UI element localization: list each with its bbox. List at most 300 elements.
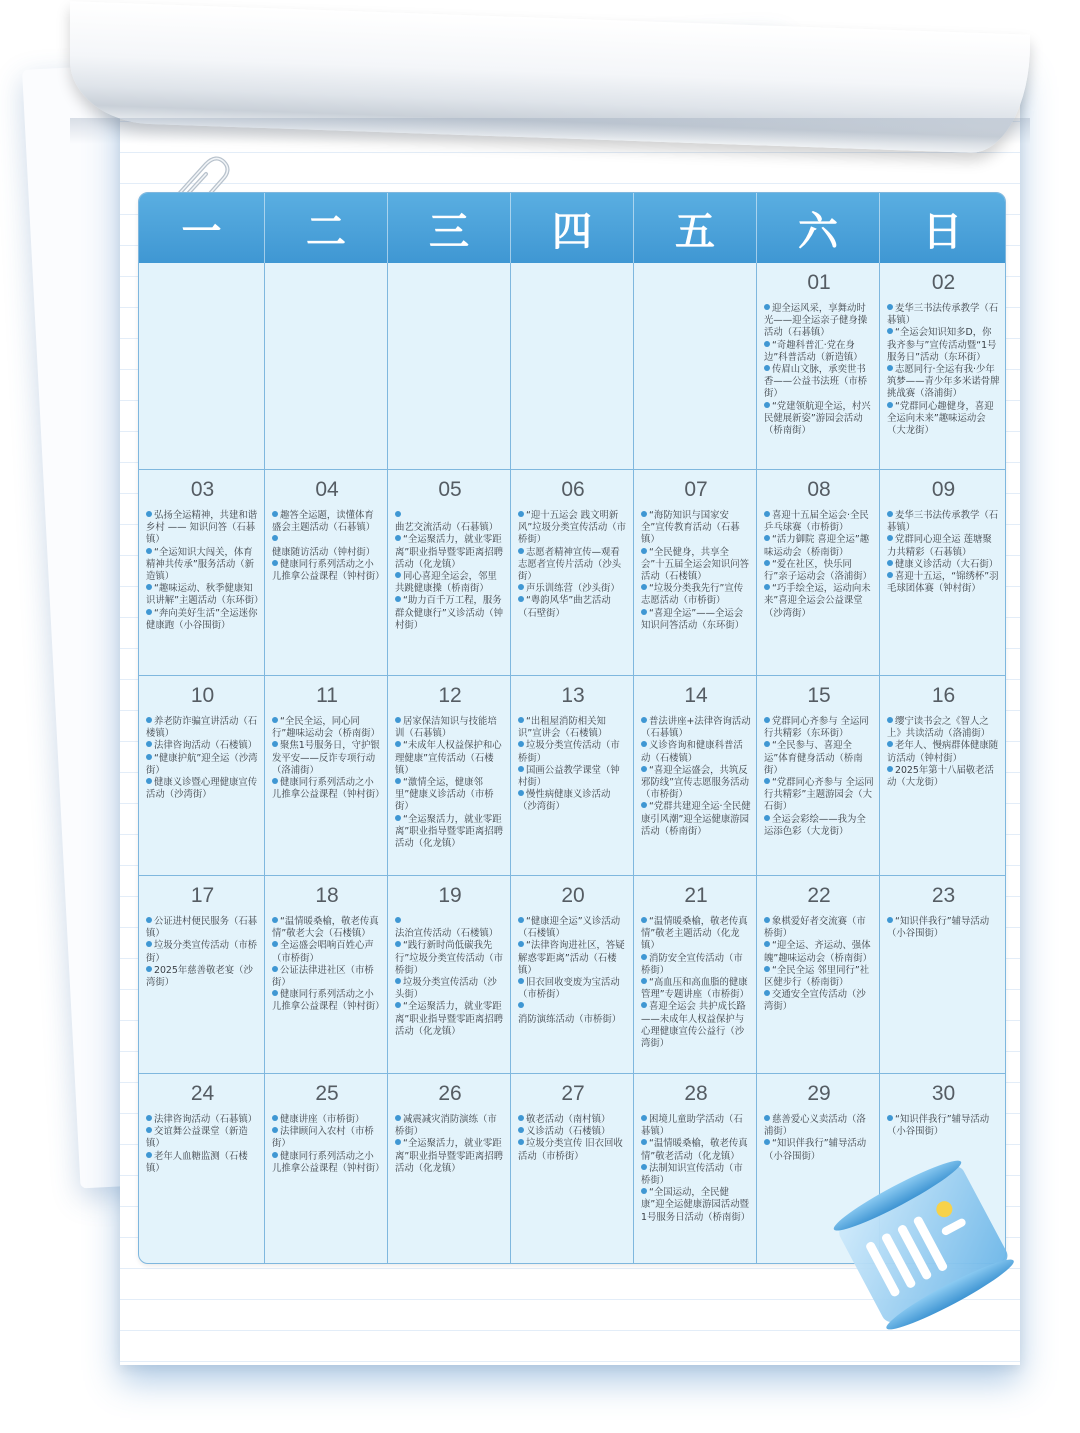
day-number: 14 [684,684,708,707]
day-cell [757,676,880,876]
event-text: 喜迎十五届全运会·全民乒乓球赛（市桥街） [764,510,869,534]
event-item [518,940,628,977]
event-item [395,1138,505,1175]
bullet-dot-icon [764,402,770,408]
event-text: 麦华三书法传承教学（石碁镇） [887,510,999,534]
event-item [146,777,259,801]
event-text: 麦华三书法传承教学（石碁镇） [887,303,999,327]
bullet-dot-icon [887,717,893,723]
empty-day-cell [265,263,388,470]
day-number: 13 [561,684,585,707]
event-text: “全运聚活力，就业零距离”职业指导暨零距离招聘活动（化龙镇） [395,813,503,850]
weekday-tue: 二 [265,193,388,263]
event-list [518,716,628,814]
day-number: 27 [561,1082,585,1105]
day-cell [880,676,1005,876]
event-item [272,716,382,740]
day-cell [388,676,511,876]
day-number: 07 [684,478,708,501]
weekday-sat: 六 [757,193,880,263]
day-number: 15 [807,684,831,707]
event-text: “健康迎全运”义诊活动（石楼镇） [518,916,621,940]
day-cell [265,1074,388,1263]
bullet-dot-icon [641,917,647,923]
bullet-dot-icon [641,1164,647,1170]
event-text: “知识伴我行”辅导活动（小谷围街） [887,1114,990,1138]
event-text: “践行新时尚低碳我先行”垃圾分类宣传活动（市桥街） [395,940,503,976]
event-item [641,765,751,802]
event-item [146,916,259,940]
event-item [641,1163,751,1187]
event-list [764,510,874,620]
event-item [764,364,874,401]
bullet-dot-icon [395,815,401,821]
bullet-dot-icon [518,1115,524,1121]
event-text: 老年人、慢病群体健康随访活动（钟村街） [887,740,999,764]
event-item [395,595,505,632]
event-item [887,716,1000,740]
event-item [764,303,874,340]
day-cell [757,876,880,1074]
event-item [518,716,628,740]
event-text: 喜迎全运会 共护成长路——未成年人权益保护与心理健康宣传公益行（沙湾街） [641,1001,746,1050]
event-text: 同心喜迎全运会，邻里共跳健康操（桥南街） [395,571,497,595]
day-number: 04 [315,478,339,501]
bullet-dot-icon [518,596,524,602]
day-number: 18 [315,884,339,907]
event-text: 敬老活动（南村镇） [526,1114,611,1125]
bullet-dot-icon [887,328,893,334]
event-item [146,1151,259,1175]
event-text: “全民全运 邻里同行”社区健步行（桥南街） [764,964,870,989]
event-text: 聚焦1号服务日，守护银发平安——反诈专项行动（洛浦街） [272,740,380,776]
weekday-fri: 五 [634,193,757,263]
event-text: 2025年慈善敬老宴（沙湾街） [146,964,253,989]
day-number: 02 [931,271,956,294]
bullet-dot-icon [764,1139,770,1145]
event-item [764,716,874,740]
bullet-dot-icon [641,802,647,808]
bullet-dot-icon [518,790,524,796]
event-list [764,1114,874,1163]
day-cell [511,470,634,676]
bullet-dot-icon [641,717,647,723]
event-item [518,789,628,813]
event-text: “激情全运，健康邻里”健康义诊活动（市桥街） [395,777,494,813]
event-text: “活力御院 喜迎全运”趣味运动会（桥南街） [764,534,870,558]
event-item [641,801,751,838]
event-text: 健康同行系列活动之小儿推拿公益课程（钟村街） [272,558,385,583]
event-item [887,571,1000,595]
event-item [518,1001,628,1025]
event-item [146,965,259,989]
bullet-dot-icon [887,511,893,517]
event-item [395,510,505,534]
event-text: “全民健身，共享全会”十五届全运会知识问答活动（石楼镇） [641,546,749,583]
empty-day-cell [388,263,511,470]
bullet-dot-icon [146,609,152,615]
day-number: 20 [561,884,585,907]
bullet-dot-icon [272,941,278,947]
event-text: 喜迎十五运，“锦绣杯”羽毛球团体赛（钟村街） [887,571,999,595]
event-text: “助力百千万工程，服务群众健康行”义诊活动（钟村街） [395,595,503,631]
event-item [395,534,505,571]
event-item [887,401,1000,438]
event-item [641,510,751,547]
bullet-dot-icon [764,917,770,923]
bullet-dot-icon [764,584,770,590]
bullet-dot-icon [146,511,152,517]
day-number: 01 [807,271,831,294]
event-item [272,740,382,777]
event-item [146,608,259,632]
event-list [395,510,505,632]
event-item [395,740,505,777]
bullet-dot-icon [272,778,278,784]
event-text: 健康义诊活动（大石街） [895,558,999,570]
event-item [764,1114,874,1138]
day-cell [634,1074,757,1263]
event-item [641,1001,751,1050]
event-list [887,510,1000,595]
event-text: 志愿同行·全运有我·少年筑梦——青少年多米诺骨牌挑战赛（洛浦街） [887,364,1000,400]
event-text: 垃圾分类宣传活动（市桥街） [518,740,620,764]
event-text: 法治宣传活动（石楼镇） [395,928,499,940]
event-text: 老年人血糖监测（石楼镇） [146,1150,248,1174]
event-text: “党群同心趣健身，喜迎全运向未来”趣味运动会（大龙街） [887,400,994,437]
weekday-wed: 三 [388,193,511,263]
event-text: 养老防诈骗宣讲活动（石楼镇） [146,716,258,740]
event-item [641,608,751,632]
event-text: 法制知识宣传活动（市桥街） [641,1162,743,1187]
bullet-dot-icon [764,966,770,972]
calendar [138,192,1006,1264]
event-text: 健康同行系列活动之小儿推拿公益课程（钟村街） [272,989,385,1013]
bullet-dot-icon [641,584,647,590]
event-item [518,916,628,940]
day-number: 19 [438,884,462,907]
event-list [764,303,874,437]
day-cell [757,263,880,470]
bullet-dot-icon [887,304,893,310]
event-text: 居家保洁知识与技能培训（石碁镇） [395,716,497,740]
bullet-dot-icon [887,365,893,371]
event-text: “全国运动，全民健康”迎全运健康游园活动暨1号服务日活动（桥南街） [641,1187,751,1223]
bullet-dot-icon [887,1115,893,1121]
day-cell [880,876,1005,1074]
day-number: 06 [561,478,585,501]
event-list [395,1114,505,1175]
event-item [641,716,751,740]
bullet-dot-icon [518,584,524,590]
bullet-dot-icon [887,402,893,408]
day-number: 08 [807,478,831,501]
event-item [146,510,259,547]
event-text: 志愿者精神宣传—观看志愿者宣传片活动（沙头街） [518,546,622,583]
day-number: 21 [684,884,708,907]
day-cell [139,876,265,1074]
bullet-dot-icon [764,511,770,517]
event-list [272,1114,385,1175]
event-list [887,916,1000,940]
event-item [887,916,1000,940]
day-number: 30 [931,1082,956,1105]
event-list [395,916,505,1038]
bullet-dot-icon [641,511,647,517]
day-cell [634,470,757,676]
event-item [887,364,1000,401]
event-list [395,716,505,850]
event-text: 义诊咨询和健康科普活动（石楼镇） [641,740,743,764]
bullet-dot-icon [272,717,278,723]
bullet-dot-icon [641,978,647,984]
event-text: “党建领航迎全运，村兴民健展新姿”游园会活动（桥南街） [764,400,871,437]
event-item [764,777,874,814]
day-cell [511,876,634,1074]
day-number: 24 [190,1082,215,1105]
bullet-dot-icon [518,1139,524,1145]
event-item [518,1126,628,1138]
event-list [518,1114,628,1163]
event-list [146,716,259,801]
event-item [395,940,505,977]
event-text: “全运会知识知多D，你我齐参与”宣传活动暨“1号服务日”活动（东环街） [887,327,997,363]
event-list [764,716,874,838]
event-text: “知识伴我行”辅导活动（小谷围街） [887,916,990,940]
event-text: “全运聚活力，就业零距离”职业指导暨零距离招聘活动（化龙镇） [395,1138,503,1174]
event-list [641,1114,751,1224]
day-number: 03 [190,478,215,501]
day-number: 09 [931,478,956,501]
event-text: 声乐训练营（沙头街） [526,583,620,595]
event-item [641,953,751,977]
event-item [887,534,1000,558]
event-text: “党群共建迎全运·全民健康引风潮”迎全运健康游园活动（桥南街） [641,801,751,837]
bullet-dot-icon [395,535,401,541]
event-item [146,716,259,740]
bullet-dot-icon [395,741,401,747]
weekday-mon: 一 [139,193,265,263]
bullet-dot-icon [146,548,152,554]
event-item [272,989,385,1013]
event-item [518,1114,628,1126]
bullet-dot-icon [395,941,401,947]
bullet-dot-icon [518,917,524,923]
bullet-dot-icon [887,741,893,747]
bullet-dot-icon [764,304,770,310]
event-item [272,916,382,940]
event-item [518,765,628,789]
bullet-dot-icon [887,560,893,566]
bullet-dot-icon [146,778,152,784]
event-item [518,595,628,619]
empty-day-cell [511,263,634,470]
event-item [518,977,628,1001]
day-cell [634,676,757,876]
event-item [641,1187,751,1224]
event-text: 法律顾问入农村（市桥街） [272,1126,374,1150]
page-curl-shadow [70,118,1030,144]
bullet-dot-icon [641,954,647,960]
event-item [395,814,505,851]
event-text: 曲艺交流活动（石碁镇） [395,522,499,534]
event-list [272,510,385,583]
bullet-dot-icon [146,584,152,590]
event-text: “全运聚活力，就业零距离”职业指导暨零距离招聘活动（化龙镇） [395,534,503,570]
bullet-dot-icon [518,766,524,772]
bullet-dot-icon [146,1152,152,1158]
bullet-dot-icon [764,717,770,723]
bullet-dot-icon [518,1002,524,1008]
event-text: 缨宁读书会之《智人之上》共读活动（洛浦街） [887,716,991,740]
event-item [146,740,259,752]
event-item [641,740,751,764]
bullet-dot-icon [272,535,278,541]
event-text: “法律咨询进社区，答疑解惑零距离”活动（石楼镇） [518,940,625,976]
event-item [764,814,874,838]
day-cell [757,470,880,676]
day-number: 10 [190,684,215,707]
event-item [272,1126,382,1150]
event-text: “趣味运动、秋季健康知识讲解”主题活动（东环街） [146,583,264,607]
bullet-dot-icon [395,917,401,923]
day-cell [265,676,388,876]
event-list [518,510,628,620]
event-list [146,916,259,989]
bullet-dot-icon [395,1002,401,1008]
day-cell [880,470,1005,676]
event-text: 公证进村便民服务（石碁镇） [146,916,258,940]
event-item [764,510,874,534]
event-list [146,1114,259,1175]
event-item [272,510,382,534]
bullet-dot-icon [146,754,152,760]
event-item [764,940,874,964]
bullet-dot-icon [764,535,770,541]
event-item [518,583,628,595]
day-cell [265,470,388,676]
event-text: 消防安全宣传活动（市桥街） [641,952,743,976]
event-list [641,510,751,632]
event-text: “喜迎全运”——全运会知识问答活动（东环街） [641,607,745,631]
event-item [887,1114,1000,1138]
day-cell [265,876,388,1074]
day-number: 26 [438,1082,462,1105]
event-item [641,547,751,584]
event-list [146,510,264,632]
day-cell [139,1074,265,1263]
day-number: 16 [931,684,956,707]
event-text: 健康同行系列活动之小儿推拿公益课程（钟村街） [272,1150,385,1174]
day-cell [139,470,265,676]
bullet-dot-icon [764,741,770,747]
bullet-dot-icon [887,572,893,578]
bullet-dot-icon [395,511,401,517]
event-list [887,1114,1000,1138]
event-item [887,303,1000,327]
event-text: 普法讲座+法律咨询活动（石碁镇） [641,716,751,740]
event-text: “温情暖桑榆，敬老传真情”敬老主题活动（化龙镇） [641,916,748,952]
event-text: 法律咨询活动（石楼镇） [154,740,258,752]
event-item [764,989,874,1013]
event-text: “海防知识与国家安全”宣传教育活动（石碁镇） [641,510,740,546]
event-item [641,583,751,607]
event-text: 法律咨询活动（石碁镇） [154,1114,258,1125]
day-cell [139,676,265,876]
weekday-header [139,193,1005,263]
day-number: 28 [684,1082,708,1105]
day-cell [388,470,511,676]
event-text: 旧衣回收变废为宝活动（市桥街） [518,977,620,1001]
bullet-dot-icon [518,978,524,984]
bullet-dot-icon [272,966,278,972]
bullet-dot-icon [395,978,401,984]
bullet-dot-icon [641,548,647,554]
event-text: 迎全运风采，享舞动时光——迎全运亲子健身操活动（石碁镇） [764,303,868,339]
event-item [764,401,874,438]
bullet-dot-icon [146,941,152,947]
bullet-dot-icon [146,966,152,972]
bullet-dot-icon [518,717,524,723]
bullet-dot-icon [272,560,278,566]
event-text: “巧手绘全运，运动向未来”喜迎全运会公益课堂（沙湾街） [764,583,871,619]
event-text: “全运知识大闯关，体育精神共传承”服务活动（新造镇） [146,546,254,583]
day-number: 25 [315,1082,339,1105]
event-list [272,916,385,1014]
event-item [146,940,259,964]
event-list [641,716,751,838]
event-text: “粤韵风华”曲艺活动（石壁街） [518,595,611,619]
event-list [764,916,874,1014]
bullet-dot-icon [887,535,893,541]
event-item [272,777,385,801]
bullet-dot-icon [887,766,893,772]
event-list [641,916,751,1050]
event-list [518,916,628,1026]
bullet-dot-icon [641,609,647,615]
event-item [395,916,505,940]
event-text: 象棋爱好者交流赛（市桥街） [764,916,866,940]
bullet-dot-icon [641,1188,647,1194]
bullet-dot-icon [272,1115,278,1121]
bullet-dot-icon [764,560,770,566]
event-text: 健康随访活动（钟村街） [272,546,376,558]
event-text: 慈善爱心义卖活动（洛浦街） [764,1114,866,1138]
day-cell [511,676,634,876]
event-text: “奇趣科普汇·党在身边”科普活动（新造镇） [764,339,863,363]
event-text: “迎十五运会 践文明新风”垃圾分类宣传活动（市桥街） [518,510,626,546]
event-text: “爱在社区，快乐同行”亲子运动会（洛浦街） [764,558,872,583]
event-item [641,977,751,1001]
event-text: 健康同行系列活动之小儿推拿公益课程（钟村街） [272,777,385,801]
bullet-dot-icon [641,766,647,772]
event-item [887,327,1000,364]
event-item [146,753,259,777]
event-text: 国画公益教学课堂（钟村街） [518,764,620,789]
event-item [887,559,1000,571]
bullet-dot-icon [146,1115,152,1121]
bullet-dot-icon [146,1127,152,1133]
empty-day-cell [139,263,265,470]
event-text: 健康讲座（市桥街） [280,1114,365,1125]
bullet-dot-icon [146,741,152,747]
bullet-dot-icon [887,917,893,923]
event-item [764,559,874,583]
event-item [887,740,1000,764]
bullet-dot-icon [764,941,770,947]
event-text: “全民参与、喜迎全运”体育健身活动（桥南街） [764,740,863,776]
empty-day-cell [634,263,757,470]
